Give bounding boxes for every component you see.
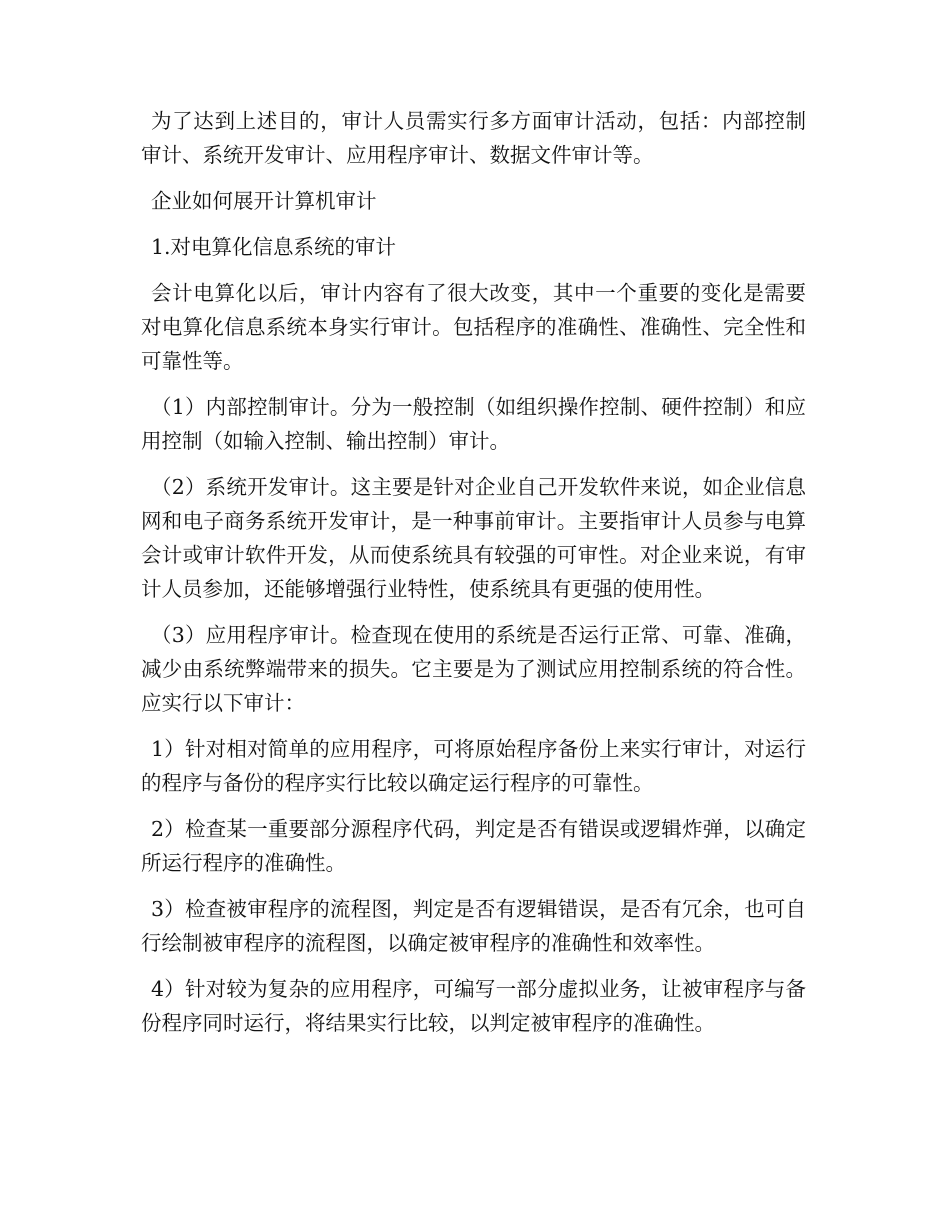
list-item-1: 1）针对相对简单的应用程序，可将原始程序备份上来实行审计，对运行的程序与备份的程序实行比较以确定运行程序的可靠性。 [141, 737, 806, 795]
section-heading: 企业如何展开计算机审计 [151, 189, 377, 213]
paragraph-application-audit: （3）应用程序审计。检查现在使用的系统是否运行正常、可靠、准确，减少由系统弊端带来的损失。它主要是为了测试应用控制系统的符合性。应实行以下审计： [141, 623, 806, 715]
list-item-4: 4）针对较为复杂的应用程序，可编写一部分虚拟业务，让被审程序与备份程序同时运行，将结果实行比较，以判定被审程序的准确性。 [141, 977, 806, 1035]
list-item-3: 3）检查被审程序的流程图，判定是否有逻辑错误，是否有冗余，也可自行绘制被审程序的流程图，以确定被审程序的准确性和效率性。 [141, 897, 806, 955]
paragraph-intro: 会计电算化以后，审计内容有了很大改变，其中一个重要的变化是需要对电算化信息系统本身实行审计。包括程序的准确性、准确性、完全性和可靠性等。 [141, 281, 806, 373]
document-page [141, 104, 806, 1052]
paragraph-audit-activities: 为了达到上述目的，审计人员需实行多方面审计活动，包括：内部控制审计、系统开发审计、应用程序审计、数据文件审计等。 [141, 109, 806, 167]
paragraph-system-development: （2）系统开发审计。这主要是针对企业自己开发软件来说，如企业信息网和电子商务系统开发审计，是一种事前审计。主要指审计人员参与电算会计或审计软件开发，从而使系统具有较强的可审性。对企业来说，有审计人员参加，还能够增强行业特性，使系统具有更强的使用性。 [141, 475, 806, 601]
list-item-2: 2）检查某一重要部分源程序代码，判定是否有错误或逻辑炸弹，以确定所运行程序的准确性。 [141, 817, 806, 875]
paragraph-internal-control: （1）内部控制审计。分为一般控制（如组织操作控制、硬件控制）和应用控制（如输入控制、输出控制）审计。 [141, 395, 806, 453]
subsection-heading: 1.对电算化信息系统的审计 [151, 235, 397, 259]
